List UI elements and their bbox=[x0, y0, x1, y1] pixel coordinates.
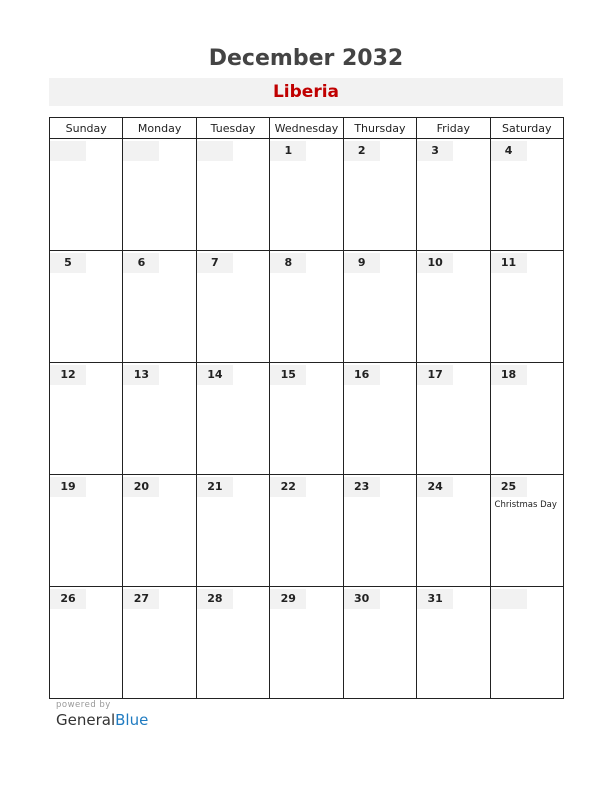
empty-day-cell bbox=[490, 587, 563, 699]
day-cell bbox=[270, 139, 343, 251]
day-cell bbox=[417, 475, 490, 587]
day-cell bbox=[50, 475, 123, 587]
day-number: 20 bbox=[123, 477, 159, 497]
holiday-label: Christmas Day bbox=[494, 500, 557, 510]
day-number: 6 bbox=[123, 253, 159, 273]
day-number: 16 bbox=[344, 365, 380, 385]
day-number bbox=[197, 141, 233, 161]
day-number: 24 bbox=[417, 477, 453, 497]
weekday-header: Tuesday bbox=[196, 118, 269, 139]
day-number: 1 bbox=[270, 141, 306, 161]
empty-day-cell bbox=[123, 139, 196, 251]
calendar-title: December 2032 bbox=[208, 46, 404, 71]
empty-day-cell bbox=[50, 139, 123, 251]
day-cell bbox=[123, 363, 196, 475]
day-number bbox=[491, 589, 527, 609]
day-number: 28 bbox=[197, 589, 233, 609]
weekday-header-row bbox=[50, 118, 564, 139]
day-number: 23 bbox=[344, 477, 380, 497]
day-cell bbox=[343, 139, 416, 251]
day-number: 13 bbox=[123, 365, 159, 385]
day-number: 21 bbox=[197, 477, 233, 497]
day-cell bbox=[270, 587, 343, 699]
day-cell bbox=[123, 587, 196, 699]
day-cell bbox=[343, 251, 416, 363]
weekday-header: Saturday bbox=[490, 118, 563, 139]
day-number: 4 bbox=[491, 141, 527, 161]
day-number: 12 bbox=[50, 365, 86, 385]
day-number: 18 bbox=[491, 365, 527, 385]
day-cell bbox=[417, 139, 490, 251]
day-cell bbox=[270, 251, 343, 363]
day-number: 25 bbox=[491, 477, 527, 497]
day-number: 8 bbox=[270, 253, 306, 273]
day-number: 29 bbox=[270, 589, 306, 609]
day-cell bbox=[50, 363, 123, 475]
week-row bbox=[50, 139, 564, 251]
day-cell bbox=[343, 363, 416, 475]
brand-blue: Blue bbox=[115, 711, 149, 729]
day-cell bbox=[196, 251, 269, 363]
day-cell bbox=[417, 587, 490, 699]
footer bbox=[56, 700, 148, 729]
country-bar bbox=[49, 78, 563, 106]
day-number: 11 bbox=[491, 253, 527, 273]
powered-by-text: powered by bbox=[56, 700, 111, 710]
week-row bbox=[50, 475, 564, 587]
day-number bbox=[123, 141, 159, 161]
day-cell bbox=[270, 363, 343, 475]
calendar-grid bbox=[49, 117, 564, 699]
day-cell bbox=[417, 251, 490, 363]
day-cell bbox=[490, 363, 563, 475]
day-number: 26 bbox=[50, 589, 86, 609]
day-number: 3 bbox=[417, 141, 453, 161]
weekday-header: Monday bbox=[123, 118, 196, 139]
day-number: 9 bbox=[344, 253, 380, 273]
day-cell bbox=[490, 251, 563, 363]
day-number: 19 bbox=[50, 477, 86, 497]
day-number: 27 bbox=[123, 589, 159, 609]
day-cell bbox=[196, 363, 269, 475]
day-number: 15 bbox=[270, 365, 306, 385]
calendar-body bbox=[50, 139, 564, 699]
weekday-header: Wednesday bbox=[270, 118, 343, 139]
day-cell bbox=[50, 251, 123, 363]
brand-general: General bbox=[56, 711, 116, 729]
day-number: 2 bbox=[344, 141, 380, 161]
day-cell bbox=[50, 587, 123, 699]
day-number: 22 bbox=[270, 477, 306, 497]
day-cell bbox=[270, 475, 343, 587]
day-number: 14 bbox=[197, 365, 233, 385]
empty-day-cell bbox=[196, 139, 269, 251]
day-cell bbox=[123, 251, 196, 363]
weekday-header: Friday bbox=[417, 118, 490, 139]
day-number: 17 bbox=[417, 365, 453, 385]
day-number: 10 bbox=[417, 253, 453, 273]
day-cell bbox=[123, 475, 196, 587]
day-number bbox=[50, 141, 86, 161]
weekday-header: Thursday bbox=[343, 118, 416, 139]
day-cell bbox=[490, 475, 563, 587]
day-cell bbox=[196, 587, 269, 699]
day-number: 30 bbox=[344, 589, 380, 609]
day-cell bbox=[343, 587, 416, 699]
day-number: 5 bbox=[50, 253, 86, 273]
week-row bbox=[50, 363, 564, 475]
day-cell bbox=[417, 363, 490, 475]
day-cell bbox=[196, 475, 269, 587]
brand-logo bbox=[56, 711, 148, 729]
country-name: Liberia bbox=[272, 82, 340, 102]
day-number: 31 bbox=[417, 589, 453, 609]
weekday-header: Sunday bbox=[50, 118, 123, 139]
day-cell bbox=[343, 475, 416, 587]
week-row bbox=[50, 251, 564, 363]
day-number: 7 bbox=[197, 253, 233, 273]
week-row bbox=[50, 587, 564, 699]
day-cell bbox=[490, 139, 563, 251]
